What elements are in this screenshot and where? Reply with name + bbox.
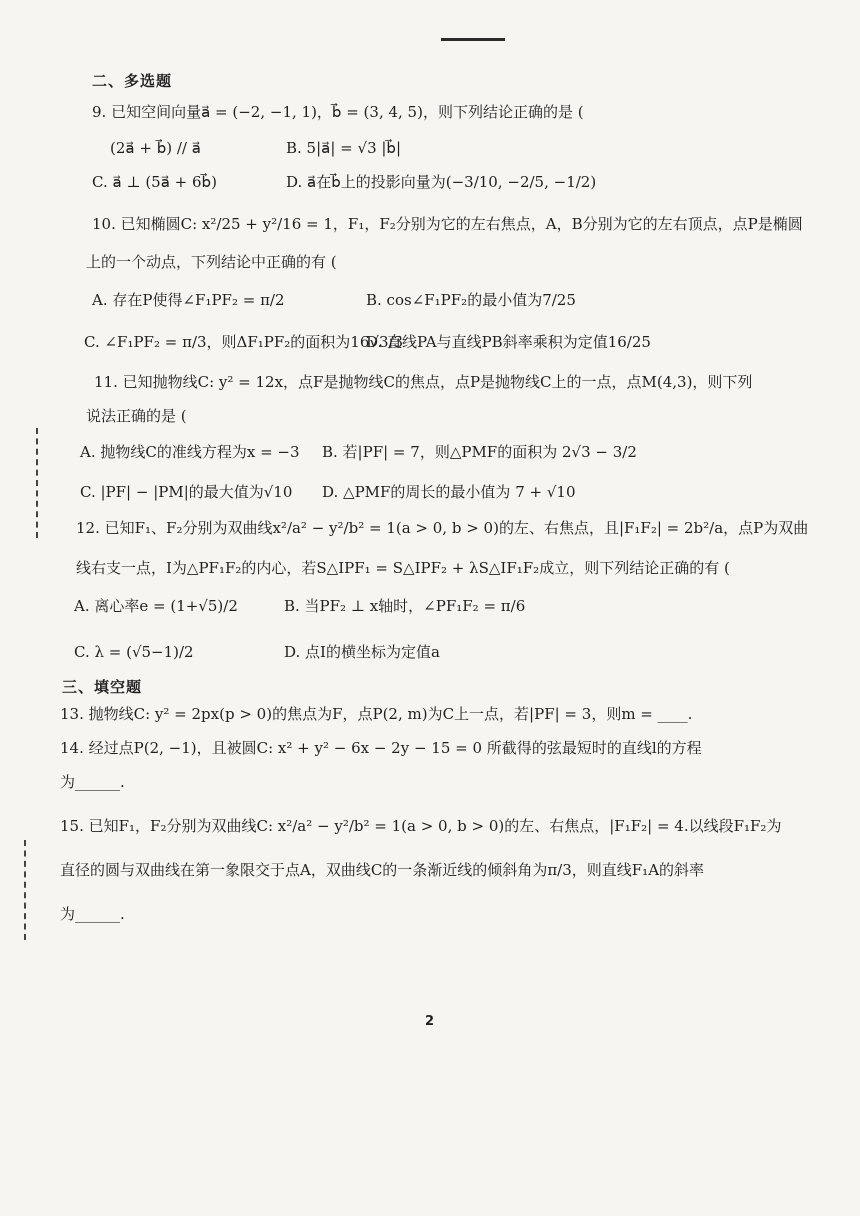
q12-line2: 线右支一点，I为△PF₁F₂的内心，若S△IPF₁ = S△IPF₂ + λS△IF₁F₂成立，则下列结论正确的有 ( (76, 559, 730, 577)
q11-line2: 说法正确的是 ( (86, 407, 187, 425)
q10-line1: 10. 已知椭圆C: x²/25 + y²/16 = 1，F₁，F₂分别为它的左右焦点，A，B分别为它的左右顶点，点P是椭圆 (92, 215, 803, 233)
q9-stem: 9. 已知空间向量a⃗ = (−2, −1, 1)，b⃗ = (3, 4, 5)，则下列结论正确的是 ( (92, 103, 584, 121)
q10-option-c: C. ∠F₁PF₂ = π/3，则ΔF₁PF₂的面积为16√3/3 (84, 333, 404, 351)
q11-line1: 11. 已知抛物线C: y² = 12x，点F是抛物线C的焦点，点P是抛物线C上的一点，点M(4,3)，则下列 (94, 373, 753, 391)
page-number: 2 (425, 1014, 435, 1029)
section-title-multiple-choice: 二、多选题 (92, 72, 173, 90)
q14-line2: 为______. (60, 773, 125, 791)
q14-line1: 14. 经过点P(2, −1)，且被圆C: x² + y² − 6x − 2y − 15 = 0 所截得的弦最短时的直线l的方程 (60, 739, 702, 757)
section-title-fill-in: 三、填空题 (62, 678, 143, 696)
q10-option-b: B. cos∠F₁PF₂的最小值为7/25 (366, 291, 576, 309)
q12-option-a: A. 离心率e = (1+√5)/2 (74, 597, 238, 615)
q13: 13. 抛物线C: y² = 2px(p > 0)的焦点为F，点P(2, m)为C上一点，若|PF| = 3，则m = ____. (60, 705, 693, 723)
q9-option-b: B. 5|a⃗| = √3 |b⃗| (286, 139, 402, 157)
q15-line3: 为______. (60, 905, 125, 923)
q12-line1: 12. 已知F₁、F₂分别为双曲线x²/a² − y²/b² = 1(a > 0, b > 0)的左、右焦点，且|F₁F₂| = 2b²/a，点P为双曲 (76, 519, 809, 537)
q12-option-b: B. 当PF₂ ⊥ x轴时，∠PF₁F₂ = π/6 (284, 597, 526, 615)
binding-margin-mark (36, 428, 40, 538)
header-rule (441, 38, 505, 41)
q11-option-b: B. 若|PF| = 7，则△PMF的面积为 2√3 − 3/2 (322, 443, 637, 461)
q9-option-c: C. a⃗ ⊥ (5a⃗ + 6b⃗) (92, 173, 217, 191)
q10-option-a: A. 存在P使得∠F₁PF₂ = π/2 (92, 291, 285, 309)
binding-margin-mark-lower (24, 840, 28, 940)
q9-option-a: (2a⃗ + b⃗) // a⃗ (110, 139, 201, 157)
q10-line2: 上的一个动点，下列结论中正确的有 ( (86, 253, 337, 271)
q10-option-d: D. 直线PA与直线PB斜率乘积为定值16/25 (366, 333, 651, 351)
q11-option-c: C. |PF| − |PM|的最大值为√10 (80, 483, 293, 501)
q9-option-d: D. a⃗在b⃗上的投影向量为(−3/10, −2/5, −1/2) (286, 173, 597, 191)
q11-option-a: A. 抛物线C的准线方程为x = −3 (80, 443, 300, 461)
q11-option-d: D. △PMF的周长的最小值为 7 + √10 (322, 483, 576, 501)
q12-option-d: D. 点I的横坐标为定值a (284, 643, 440, 661)
q12-option-c: C. λ = (√5−1)/2 (74, 643, 194, 661)
q15-line2: 直径的圆与双曲线在第一象限交于点A，双曲线C的一条渐近线的倾斜角为π/3，则直线F₁A的斜率 (60, 861, 705, 879)
q15-line1: 15. 已知F₁，F₂分别为双曲线C: x²/a² − y²/b² = 1(a > 0, b > 0)的左、右焦点，|F₁F₂| = 4.以线段F₁F₂为 (60, 817, 782, 835)
